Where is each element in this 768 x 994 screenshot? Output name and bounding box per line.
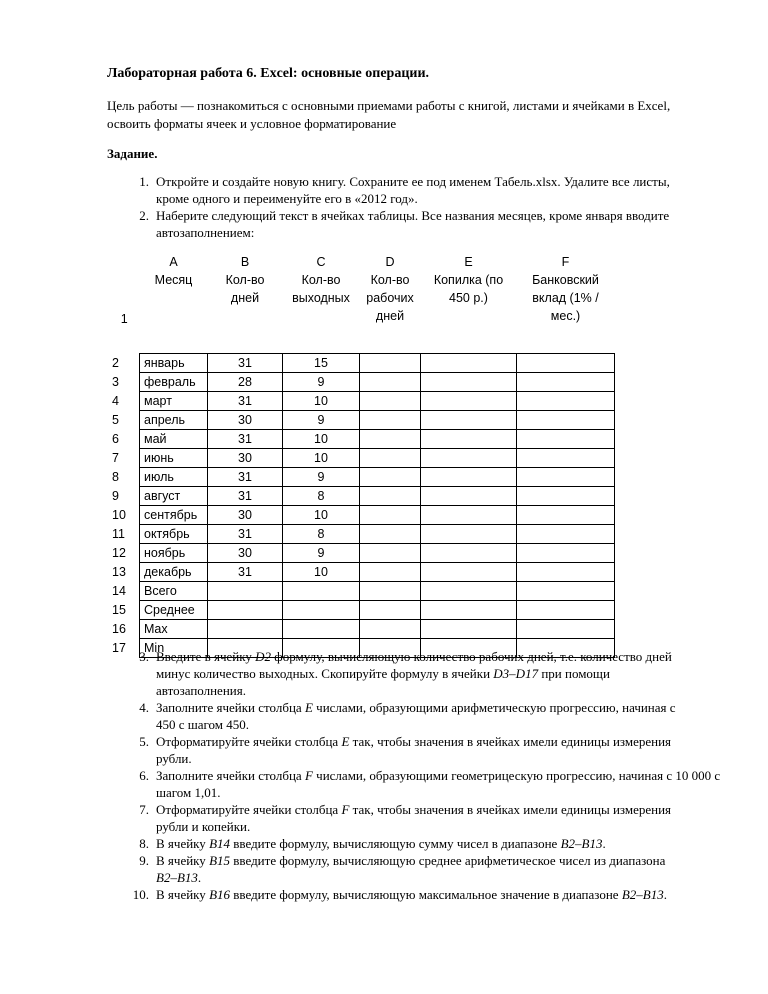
- column-letter-b: B: [240, 255, 250, 269]
- cell-days: [208, 600, 283, 619]
- cell-days: 31: [208, 486, 283, 505]
- cell-piggybank: [421, 391, 517, 410]
- cell-weekends: 10: [283, 505, 360, 524]
- cell-weekends: [283, 619, 360, 638]
- table-row: [110, 524, 615, 543]
- step-number: 9.: [139, 853, 149, 868]
- step-item: [0, 886, 686, 903]
- cell-deposit: [517, 600, 615, 619]
- cell-days: 30: [208, 410, 283, 429]
- cell-workdays: [360, 486, 421, 505]
- cell-workdays: [360, 562, 421, 581]
- cell-piggybank: [421, 600, 517, 619]
- cell-workdays: [360, 619, 421, 638]
- step-text: Откройте и создайте новую книгу. Сохраните ее под именем Табель.xlsx. Удалите все листы, кроме одного и переименуйте его в «2012 год».: [156, 174, 670, 206]
- cell-month: декабрь: [140, 562, 208, 581]
- cell-workdays: [360, 524, 421, 543]
- row-number: 2: [110, 353, 140, 372]
- table-row: [110, 429, 615, 448]
- cell-month: Среднее: [140, 600, 208, 619]
- table-row: [110, 543, 615, 562]
- step-item: [0, 835, 686, 852]
- table-row: [110, 391, 615, 410]
- table-row: [110, 410, 615, 429]
- corner-cell: [110, 253, 140, 271]
- step-text: Отформатируйте ячейки столбца F так, чтобы значения в ячейках имели единицы измерения рубли и копейки.: [156, 802, 672, 834]
- cell-weekends: 10: [283, 562, 360, 581]
- step-text: В ячейку B15 введите формулу, вычисляющую среднее арифметическое чисел из диапазона B2–B13.: [156, 853, 666, 885]
- cell-deposit: [517, 391, 615, 410]
- step-number: 3.: [139, 649, 149, 664]
- cell-deposit: [517, 543, 615, 562]
- cell-weekends: 8: [283, 486, 360, 505]
- step-item: [0, 767, 726, 801]
- cell-deposit: [517, 581, 615, 600]
- cell-month: август: [140, 486, 208, 505]
- row-number: 9: [110, 486, 140, 505]
- step-text: В ячейку B16 введите формулу, вычисляющую максимальное значение в диапазоне B2–B13.: [156, 887, 667, 902]
- table-row: [110, 619, 615, 638]
- cell-days: 28: [208, 372, 283, 391]
- table-row: [110, 467, 615, 486]
- header-cell-workdays: Кол-во рабочих дней: [366, 273, 414, 323]
- row-number: 16: [110, 619, 140, 638]
- cell-weekends: 9: [283, 410, 360, 429]
- header-cell-month: Месяц: [154, 273, 193, 287]
- table-row: [110, 505, 615, 524]
- cell-weekends: 9: [283, 543, 360, 562]
- step-text: Заполните ячейки столбца F числами, образующими геометрицескую прогрессию, начиная с 10 000 с шагом 1,01.: [156, 768, 721, 800]
- step-item: [0, 173, 686, 207]
- row-number: 6: [110, 429, 140, 448]
- cell-days: [208, 619, 283, 638]
- cell-deposit: [517, 448, 615, 467]
- cell-deposit: [517, 410, 615, 429]
- cell-month: январь: [140, 353, 208, 372]
- cell-piggybank: [421, 429, 517, 448]
- cell-piggybank: [421, 505, 517, 524]
- cell-workdays: [360, 467, 421, 486]
- cell-piggybank: [421, 619, 517, 638]
- cell-piggybank: [421, 581, 517, 600]
- table-row: [110, 581, 615, 600]
- document-title: Лабораторная работа 6. Excel: основные операции.: [107, 66, 430, 81]
- step-number: 10.: [132, 887, 149, 902]
- row-number: 17: [110, 638, 140, 657]
- cell-deposit: [517, 486, 615, 505]
- step-item: [0, 699, 686, 733]
- cell-days: 30: [208, 505, 283, 524]
- cell-weekends: 9: [283, 467, 360, 486]
- cell-workdays: [360, 600, 421, 619]
- cell-workdays: [360, 391, 421, 410]
- cell-deposit: [517, 619, 615, 638]
- step-item: [0, 207, 686, 241]
- row-number: 1: [120, 312, 128, 326]
- step-text: Наберите следующий текст в ячейках таблицы. Все названия месяцев, кроме января вводите автозаполнением:: [156, 208, 670, 240]
- example-table: [110, 253, 615, 658]
- step-number: 8.: [139, 836, 149, 851]
- step-text: Отформатируйте ячейки столбца E так, чтобы значения в ячейках имели единицы измерения рубли.: [156, 734, 672, 766]
- header-cell-piggybank: Копилка (по 450 р.): [433, 273, 504, 305]
- steps-list-top: [0, 173, 686, 241]
- table-row: [110, 600, 615, 619]
- header-cell-days: Кол-во дней: [225, 273, 265, 305]
- cell-weekends: 15: [283, 353, 360, 372]
- cell-month: июнь: [140, 448, 208, 467]
- cell-month: апрель: [140, 410, 208, 429]
- cell-month: февраль: [140, 372, 208, 391]
- cell-workdays: [360, 429, 421, 448]
- cell-days: 30: [208, 448, 283, 467]
- step-item: [0, 801, 686, 835]
- cell-month: Max: [140, 619, 208, 638]
- cell-days: 31: [208, 524, 283, 543]
- step-item: [0, 852, 686, 886]
- header-cell-weekends: Кол-во выходных: [292, 273, 350, 305]
- cell-weekends: 9: [283, 372, 360, 391]
- cell-days: [208, 581, 283, 600]
- cell-deposit: [517, 524, 615, 543]
- cell-month: октябрь: [140, 524, 208, 543]
- cell-deposit: [517, 372, 615, 391]
- step-number: 2.: [139, 208, 149, 223]
- cell-deposit: [517, 562, 615, 581]
- header-row: [110, 271, 615, 353]
- row-number: 8: [110, 467, 140, 486]
- cell-month: май: [140, 429, 208, 448]
- cell-weekends: 10: [283, 429, 360, 448]
- cell-deposit: [517, 467, 615, 486]
- cell-weekends: [283, 581, 360, 600]
- cell-month: сентябрь: [140, 505, 208, 524]
- task-heading: Задание.: [107, 146, 158, 161]
- cell-piggybank: [421, 562, 517, 581]
- column-letter-a: A: [169, 255, 178, 269]
- cell-weekends: 8: [283, 524, 360, 543]
- cell-workdays: [360, 372, 421, 391]
- row-number: 7: [110, 448, 140, 467]
- cell-weekends: [283, 600, 360, 619]
- table-row: [110, 353, 615, 372]
- cell-weekends: 10: [283, 448, 360, 467]
- table-row: [110, 372, 615, 391]
- cell-deposit: [517, 505, 615, 524]
- row-number: 3: [110, 372, 140, 391]
- step-number: 1.: [139, 174, 149, 189]
- step-number: 7.: [139, 802, 149, 817]
- step-text: В ячейку B14 введите формулу, вычисляющую сумму чисел в диапазоне B2–B13.: [156, 836, 606, 851]
- step-number: 6.: [139, 768, 149, 783]
- row-number: 5: [110, 410, 140, 429]
- cell-month: Min: [140, 638, 208, 657]
- step-number: 4.: [139, 700, 149, 715]
- cell-days: 31: [208, 391, 283, 410]
- row-number: 4: [110, 391, 140, 410]
- cell-days: 31: [208, 467, 283, 486]
- cell-workdays: [360, 581, 421, 600]
- row-number: 13: [110, 562, 140, 581]
- step-text: Введите в ячейку D2 формулу, вычисляющую количество рабочих дней, т.е. количество дней минус количество выходных. Скопируйте формулу в ячейки D3–D17 при помощи автозаполнения.: [156, 649, 672, 698]
- row-number: 12: [110, 543, 140, 562]
- cell-month: ноябрь: [140, 543, 208, 562]
- cell-days: 30: [208, 543, 283, 562]
- row-number: 15: [110, 600, 140, 619]
- steps-list-bottom: [0, 648, 726, 903]
- column-letter-e: E: [464, 255, 473, 269]
- goal-paragraph: Цель работы — познакомиться с основными приемами работы с книгой, листами и ячейками в Excel, освоить форматы ячеек и условное форматирование: [107, 98, 671, 131]
- table-row: [110, 562, 615, 581]
- cell-piggybank: [421, 543, 517, 562]
- cell-weekends: 10: [283, 391, 360, 410]
- step-number: 5.: [139, 734, 149, 749]
- column-letters-row: [110, 253, 615, 271]
- cell-piggybank: [421, 486, 517, 505]
- cell-piggybank: [421, 372, 517, 391]
- cell-piggybank: [421, 410, 517, 429]
- cell-piggybank: [421, 353, 517, 372]
- column-letter-c: C: [316, 255, 326, 269]
- cell-deposit: [517, 429, 615, 448]
- cell-month: Всего: [140, 581, 208, 600]
- cell-workdays: [360, 448, 421, 467]
- column-letter-d: D: [385, 255, 395, 269]
- column-letter-f: F: [561, 255, 570, 269]
- cell-days: 31: [208, 429, 283, 448]
- cell-workdays: [360, 543, 421, 562]
- cell-piggybank: [421, 448, 517, 467]
- cell-workdays: [360, 353, 421, 372]
- step-text: Заполните ячейки столбца E числами, образующими арифметическую прогрессию, начиная с 450 с шагом 450.: [156, 700, 676, 732]
- cell-piggybank: [421, 467, 517, 486]
- step-item: [0, 648, 686, 699]
- cell-days: 31: [208, 353, 283, 372]
- cell-workdays: [360, 410, 421, 429]
- cell-month: июль: [140, 467, 208, 486]
- step-item: [0, 733, 686, 767]
- cell-month: март: [140, 391, 208, 410]
- row-number: 10: [110, 505, 140, 524]
- cell-days: 31: [208, 562, 283, 581]
- cell-deposit: [517, 353, 615, 372]
- row-number: 14: [110, 581, 140, 600]
- cell-workdays: [360, 505, 421, 524]
- table-row: [110, 448, 615, 467]
- header-cell-deposit: Банковский вклад (1% / мес.): [532, 273, 599, 323]
- cell-piggybank: [421, 524, 517, 543]
- table-row: [110, 486, 615, 505]
- row-number: 11: [110, 524, 140, 543]
